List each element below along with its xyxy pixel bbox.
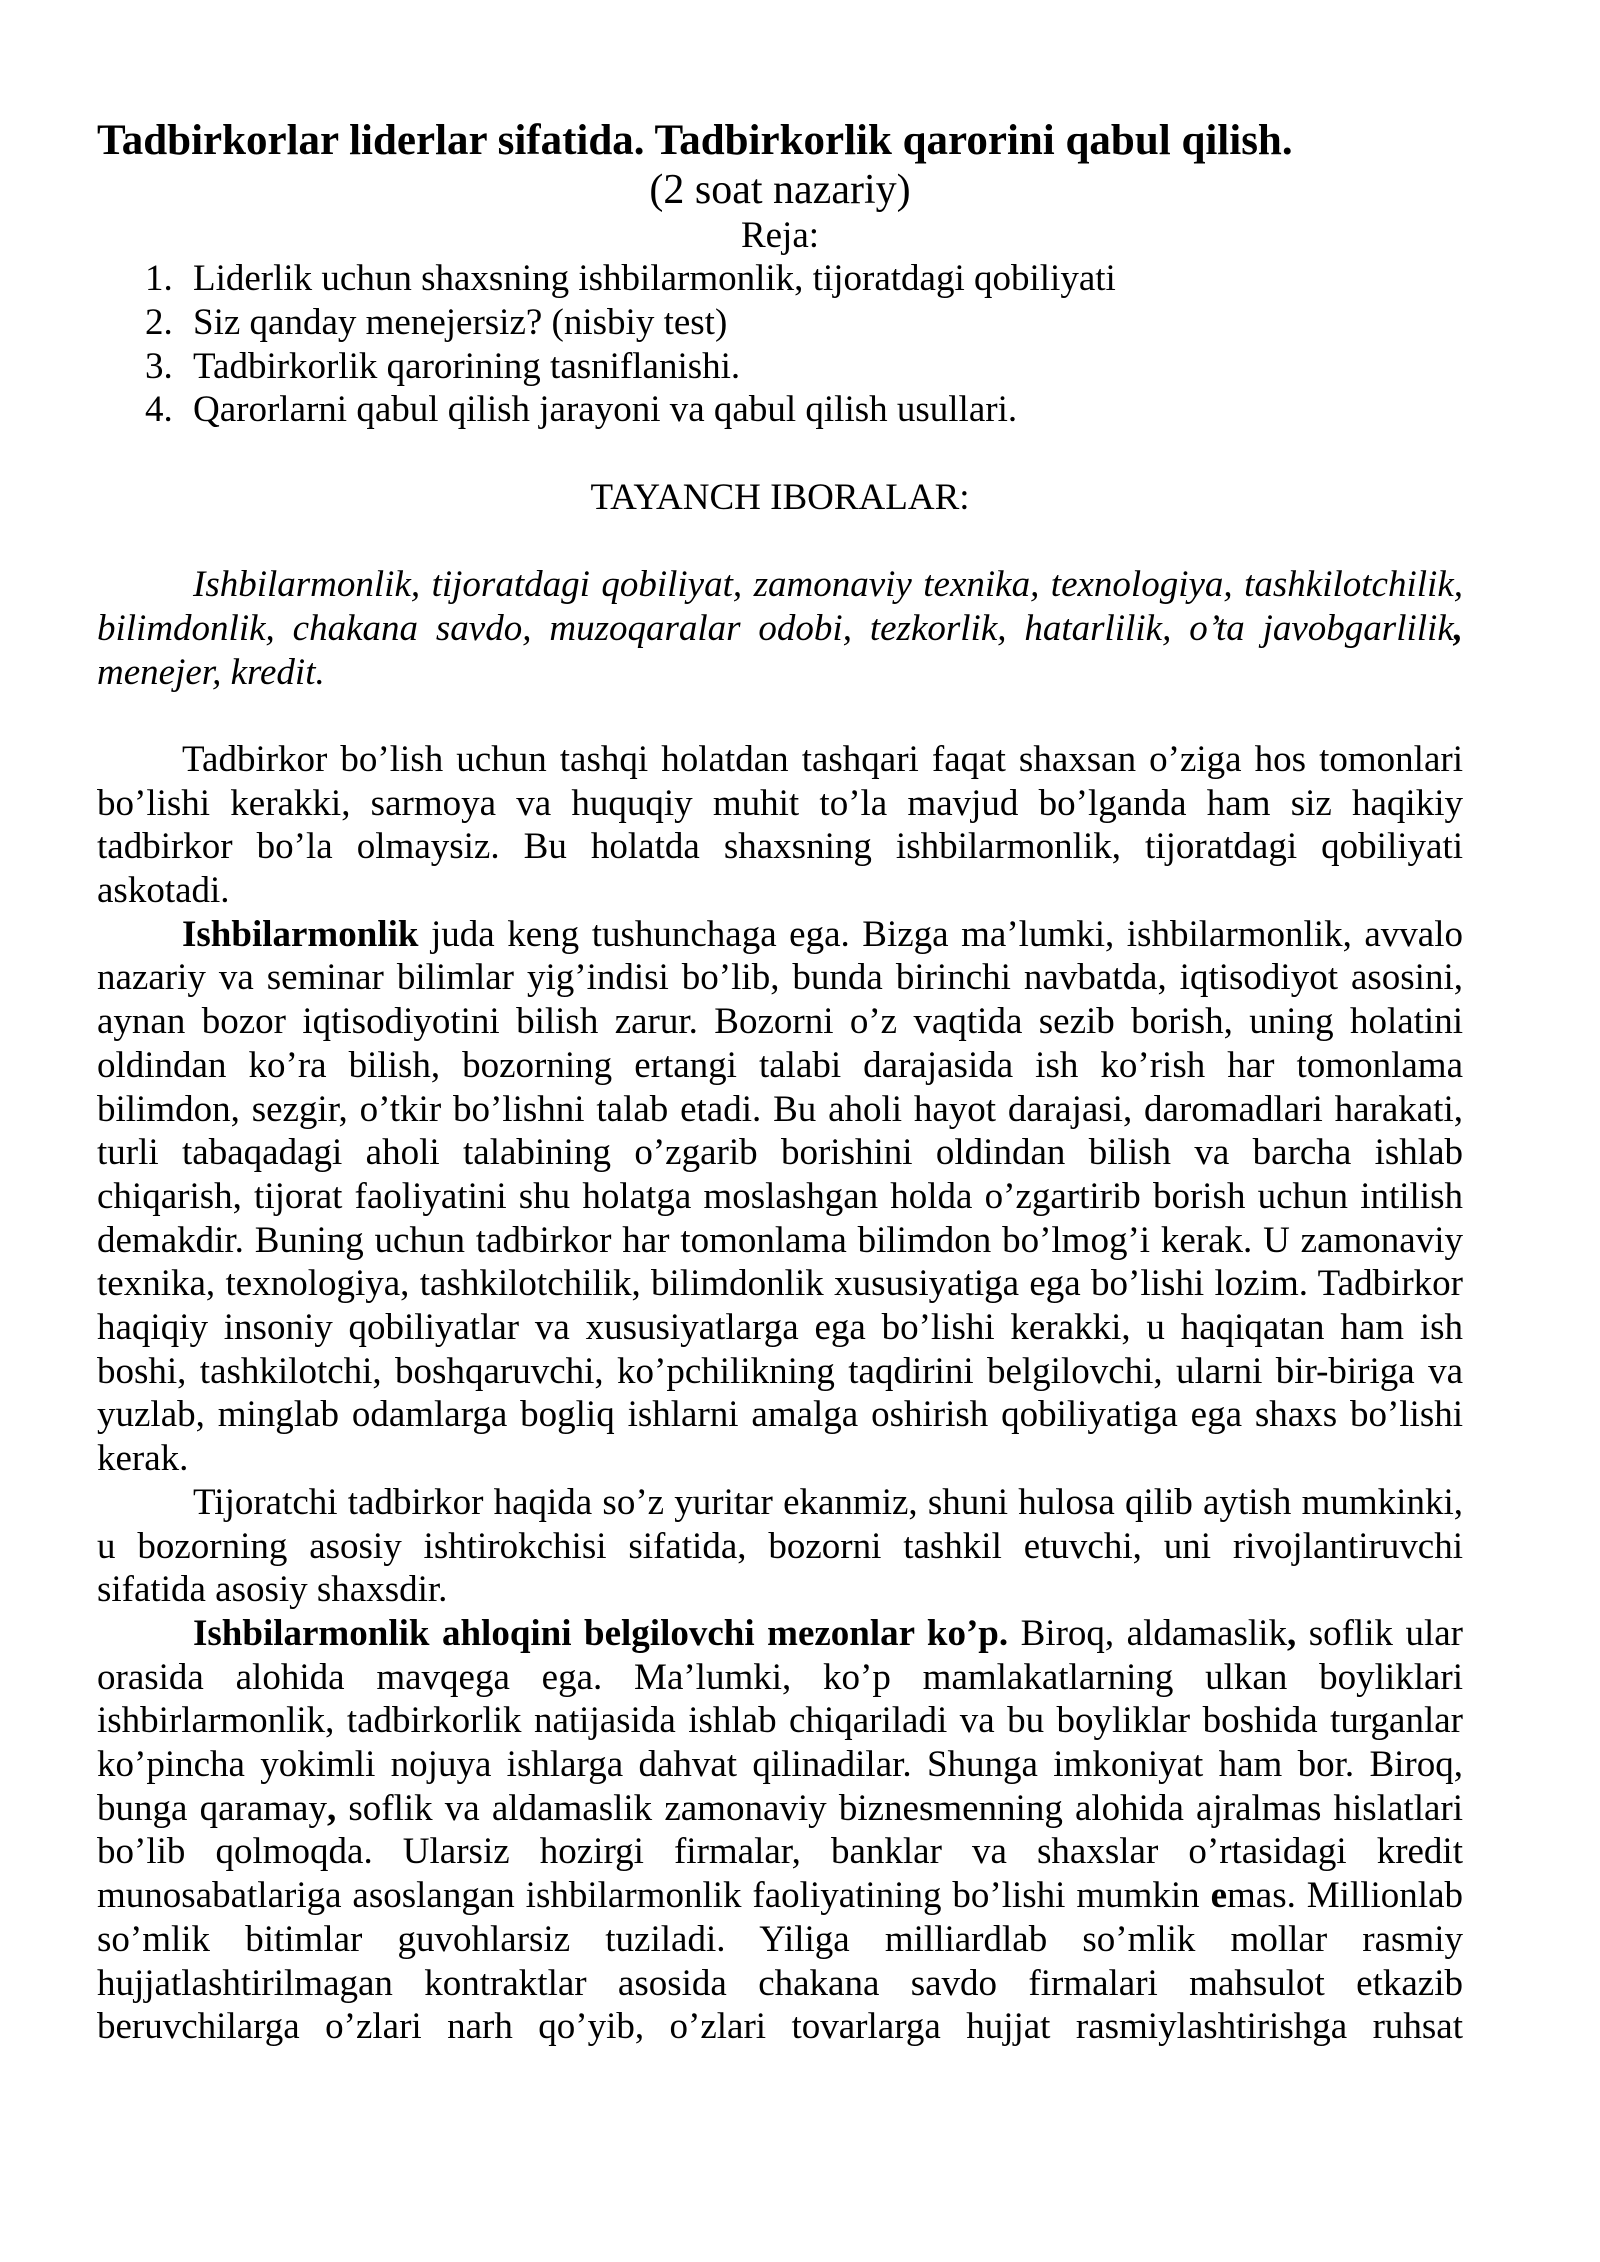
plan-list	[97, 257, 1463, 432]
lecture-hours-note: (2 soat nazariy)	[649, 166, 911, 213]
paragraph-4-lead: Ishbilarmonlik ahloqini belgilovchi mezonlar ko’p.	[193, 1612, 1009, 1654]
paragraph-4-text-2: soflik ular orasida alohida mavqega ega. Ma’lumki, ko’p mamlakatlarning ulkan boyliklari ishbirlarmonlik, tadbirkorlik natijasida ishlab chiqariladi va bu boyliklar boshida turganlar ko’pincha yokimli nojuya ishlarga dahvat qilinadilar. Shunga imkoniyat ham bor. Biroq, bunga qaramay	[97, 1612, 1463, 1829]
plan-item-text: Tadbirkorlik qarorining tasniflanishi.	[193, 345, 741, 387]
paragraph-2-text: juda keng tushunchaga ega. Bizga ma’lumki, ishbilarmonlik, avvalo nazariy va seminar bilimlar yig’indisi bo’lib, bunda birinchi navbatda, iqtisodiyot asosini, aynan bozor iqtisodiyotini bilish zarur. Bozorni o’z vaqtida sezib borish, uning holatini oldindan ko’ra bilish, bozorning ertangi talabi darajasida ish ko’rish har tomonlama bilimdon, sezgir, o’tkir bo’lishni talab etadi. Bu aholi hayot darajasi, daromadlari harakati, turli tabaqadagi aholi talabining o’zgarib borishini oldindan bilish va barcha ishlab chiqarish, tijorat faoliyatini shu holatga moslashgan holda o’zgartirib borish uchun intilish demakdir. Buning uchun tadbirkor har tomonlama bilimdon bo’lmog’i kerak. U zamonaviy texnika, texnologiya, tashkilotchilik, bilimdonlik xususiyatiga ega bo’lishi lozim. Tadbirkor haqiqiy insoniy qobiliyatlar va xususiyatlarga ega bo’lishi kerakki, u haqiqatan ham ish boshi, tashkilotchi, boshqaruvchi, ko’pchilikning taqdirini belgilovchi, ularni bir-biriga va yuzlab, minglab odamlarga bogliq ishlarni amalga oshirish qobiliyatiga ega shaxs bo’lishi kerak.	[97, 913, 1463, 1480]
plan-item-text: Liderlik uchun shaxsning ishbilarmonlik, tijoratdagi qobiliyati	[193, 258, 1116, 300]
paragraph-4-text-4: mas. Millionlab so’mlik bitimlar guvohlarsiz tuziladi. Yiliga milliardlab so’mlik mollar rasmiy hujjatlashtirilmagan kontraktlar asosida chakana savdo firmalari mahsulot etkazib beruvchilarga o’zlari narh qo’yib, o’zlari tovarlarga hujjat rasmiylashtirishga ruhsat	[97, 1875, 1463, 2048]
plan-item	[97, 301, 1463, 345]
keywords-text-end: menejer, kredit.	[97, 651, 325, 693]
body-paragraph-2	[97, 913, 1463, 1481]
document-title: Tadbirkorlar liderlar sifatida. Tadbirkorlik qarorini qabul qilish.	[97, 117, 1293, 164]
plan-item	[97, 388, 1463, 432]
plan-item-text: Siz qanday menejersiz? (nisbiy test)	[193, 301, 728, 343]
plan-item	[97, 257, 1463, 301]
plan-item-number: 1.	[145, 258, 173, 300]
plan-label: Reja:	[740, 214, 820, 256]
keywords-heading: TAYANCH IBORALAR:	[590, 476, 970, 518]
body-paragraph-4	[97, 1612, 1463, 2049]
paragraph-4-bold-comma-2: ,	[326, 1787, 337, 1829]
plan-item-number: 2.	[145, 301, 173, 343]
body-paragraph-3: Tijoratchi tadbirkor haqida so’z yuritar ekanmiz, shuni hulosa qilib aytish mumkinki, u bozorning asosiy ishtirokchisi sifatida, bozorni tashkil etuvchi, uni rivojlantiruvchi sifatida asosiy shaxsdir.	[97, 1481, 1463, 1611]
keywords-text: Ishbilarmonlik, tijoratdagi qobiliyat, zamonaviy texnika, texnologiya, tashkilotchilik, bilimdonlik, chakana savdo, muzoqaralar odobi, tezkorlik, hatarlilik, o’ta javobgarlilik	[97, 564, 1463, 649]
keywords-paragraph	[97, 563, 1463, 694]
paragraph-4-text-1: Biroq, aldamaslik	[1008, 1612, 1287, 1654]
plan-item-text: Qarorlarni qabul qilish jarayoni va qabul qilish usullari.	[193, 389, 1018, 431]
plan-item-number: 4.	[145, 389, 173, 431]
paragraph-4-bold-letter: e	[1210, 1875, 1228, 1917]
keywords-bold-comma: ,	[1453, 607, 1463, 649]
plan-item-number: 3.	[145, 345, 173, 387]
body-paragraph-1: Tadbirkor bo’lish uchun tashqi holatdan tashqari faqat shaxsan o’ziga hos tomonlari bo’lishi kerakki, sarmoya va huquqiy muhit to’la mavjud bo’lganda ham siz haqikiy tadbirkor bo’la olmaysiz. Bu holatda shaxsning ishbilarmonlik, tijoratdagi qobiliyati askotadi.	[97, 738, 1463, 911]
paragraph-4-text-3: soflik va aldamaslik zamonaviy biznesmenning alohida ajralmas hislatlari bo’lib qolmoqda. Ularsiz hozirgi firmalar, banklar va shaxslar o’rtasidagi kredit munosabatlariga asoslangan ishbilarmonlik faoliyatining bo’lishi mumkin	[97, 1787, 1463, 1917]
paragraph-4-bold-comma-1: ,	[1286, 1612, 1297, 1654]
plan-item	[97, 345, 1463, 389]
paragraph-2-lead: Ishbilarmonlik	[182, 913, 419, 955]
page-content	[97, 116, 1463, 2049]
